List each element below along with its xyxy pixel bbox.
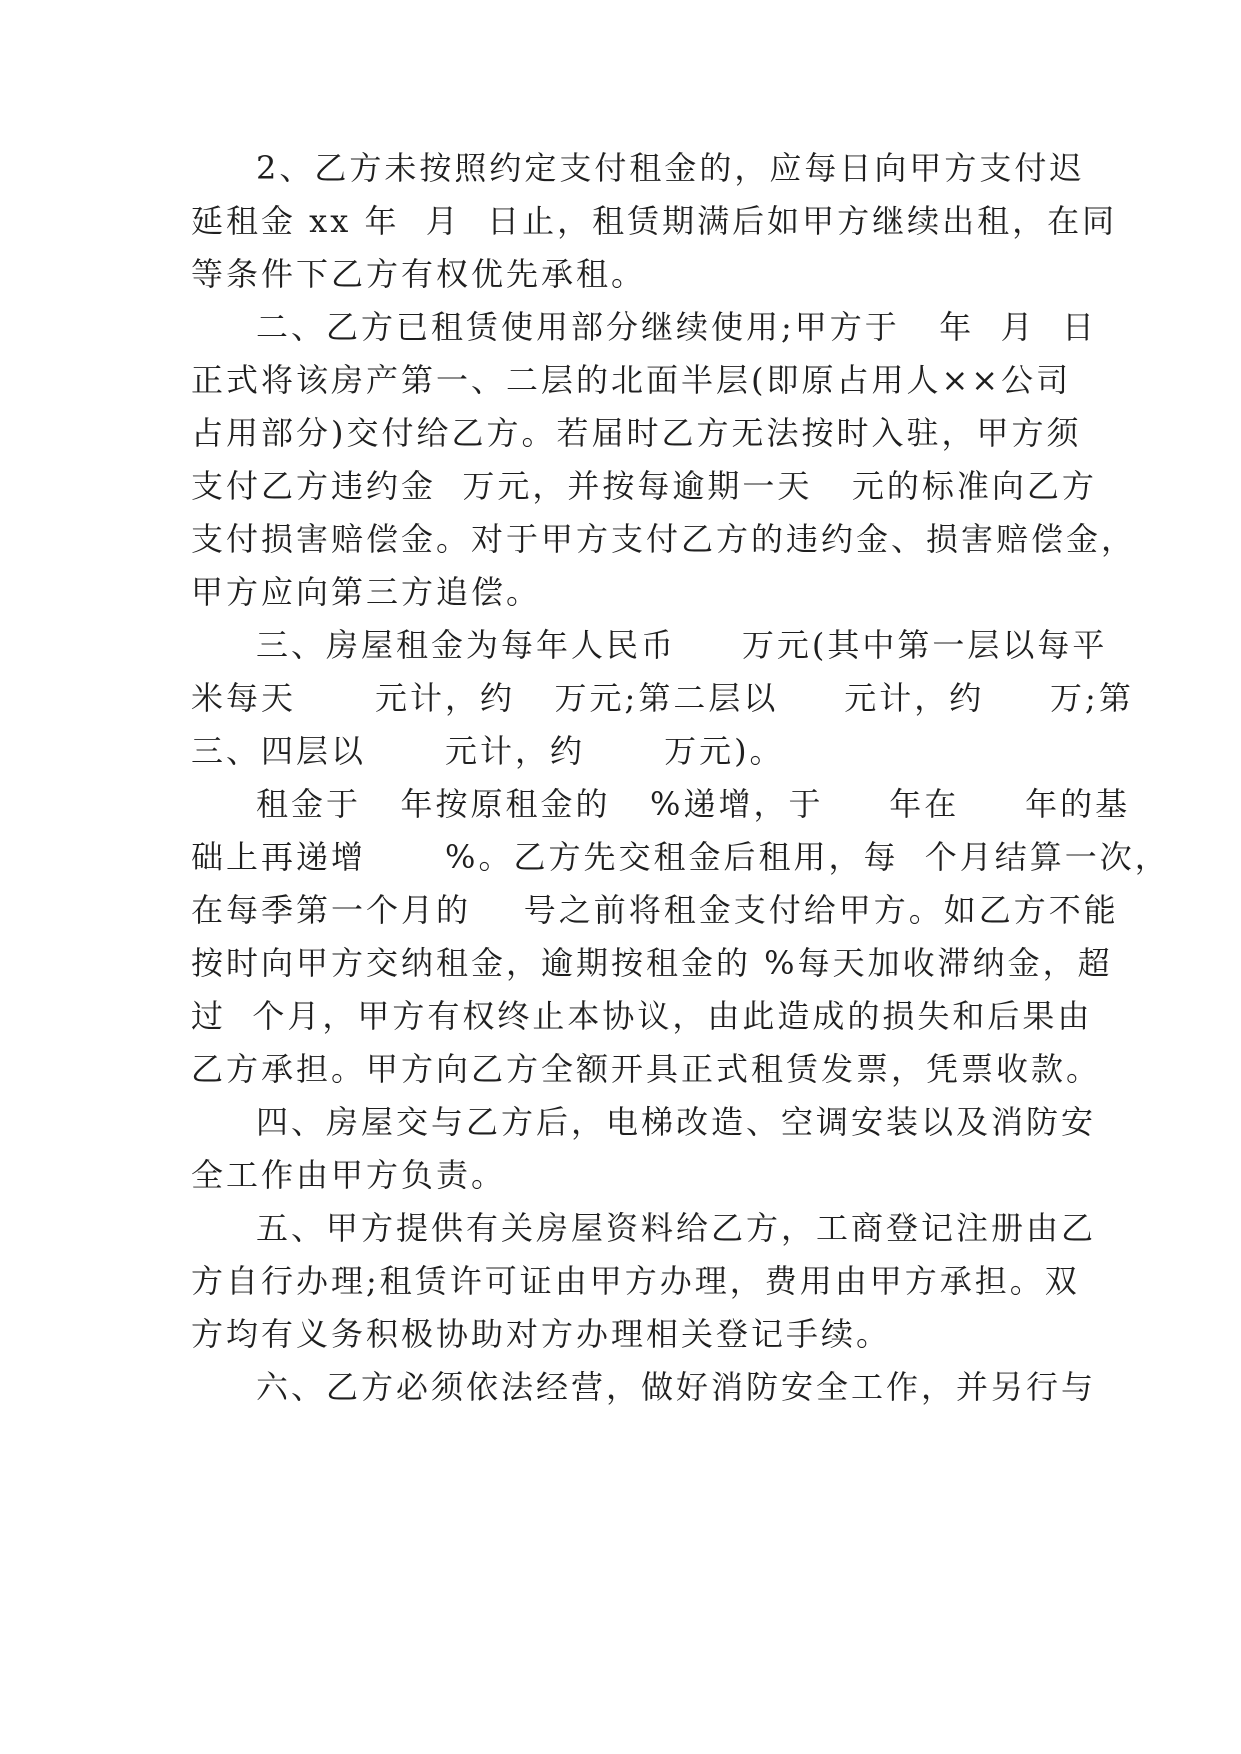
paragraph-line: 支付乙方违约金 万元，并按每逾期一天 元的标准向乙方 <box>191 467 1097 505</box>
paragraph-line: 方均有义务积极协助对方办理相关登记手续。 <box>191 1315 892 1353</box>
paragraph-line: 甲方应向第三方追偿。 <box>191 573 542 611</box>
paragraph-line: 正式将该房产第一、二层的北面半层(即原占用人××公司 <box>191 361 1072 399</box>
paragraph-line: 五、甲方提供有关房屋资料给乙方，工商登记注册由乙 <box>256 1209 1097 1247</box>
paragraph-line: 按时向甲方交纳租金，逾期按租金的 %每天加收滞纳金，超 <box>191 944 1113 982</box>
paragraph-line: 延租金 xx 年 月 日止，租赁期满后如甲方继续出租，在同 <box>191 202 1118 240</box>
paragraph-line: 六、乙方必须依法经营，做好消防安全工作，并另行与 <box>256 1368 1097 1406</box>
paragraph-line: 三、四层以 元计，约 万元)。 <box>191 732 785 770</box>
paragraph-line: 租金于 年按原租金的 %递增，于 年在 年的基 <box>256 785 1131 823</box>
paragraph-line: 三、房屋租金为每年人民币 万元(其中第一层以每平 <box>256 626 1108 664</box>
paragraph-line: 方自行办理;租赁许可证由甲方办理，费用由甲方承担。双 <box>191 1262 1080 1300</box>
paragraph-line: 占用部分)交付给乙方。若届时乙方无法按时入驻，甲方须 <box>191 414 1082 452</box>
paragraph-line: 乙方承担。甲方向乙方全额开具正式租赁发票，凭票收款。 <box>191 1050 1102 1088</box>
paragraph-line: 础上再递增 %。乙方先交租金后租用，每 个月结算一次， <box>191 838 1170 876</box>
paragraph-line: 支付损害赔偿金。对于甲方支付乙方的违约金、损害赔偿金， <box>191 520 1137 558</box>
paragraph-line: 全工作由甲方负责。 <box>191 1156 507 1194</box>
paragraph-line: 四、房屋交与乙方后，电梯改造、空调安装以及消防安 <box>256 1103 1097 1141</box>
paragraph-line: 2、乙方未按照约定支付租金的，应每日向甲方支付迟 <box>256 149 1085 187</box>
paragraph-line: 过 个月，甲方有权终止本协议，由此造成的损失和后果由 <box>191 997 1093 1035</box>
paragraph-line: 米每天 元计，约 万元;第二层以 元计，约 万;第 <box>191 679 1134 717</box>
paragraph-line: 二、乙方已租赁使用部分继续使用;甲方于 年 月 日 <box>256 308 1097 346</box>
paragraph-line: 等条件下乙方有权优先承租。 <box>191 255 647 293</box>
paragraph-line: 在每季第一个月的 号之前将租金支付给甲方。如乙方不能 <box>191 891 1119 929</box>
